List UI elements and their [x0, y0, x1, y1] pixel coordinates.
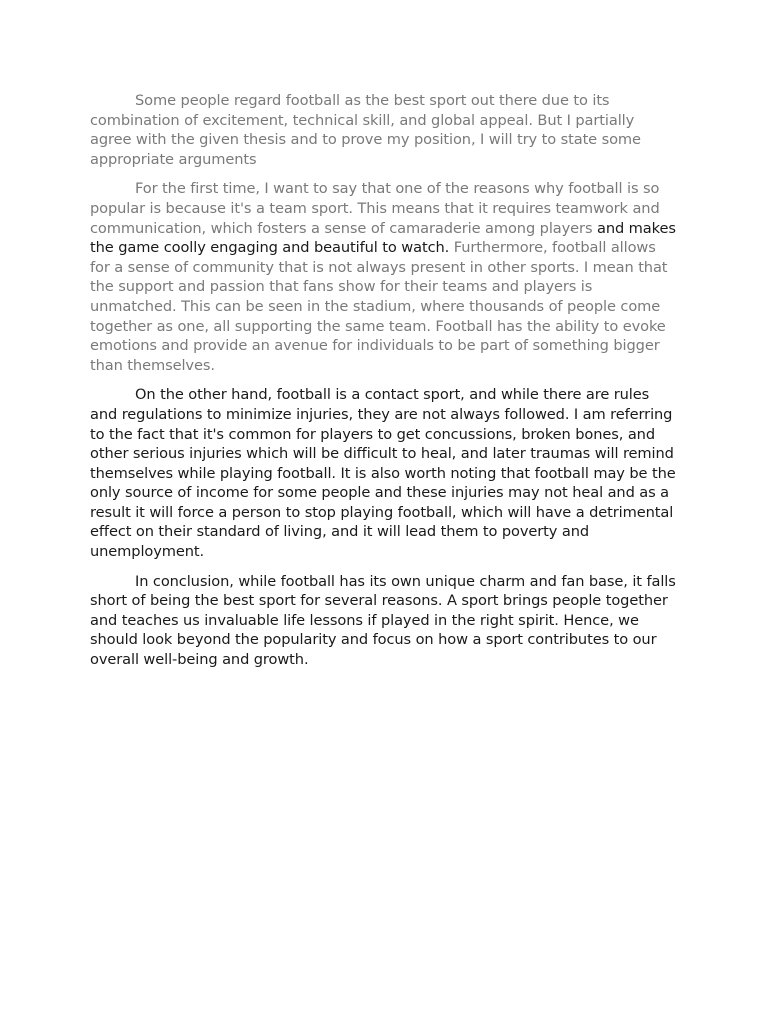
- text-segment: and makes the game coolly engaging and beautiful to watch.: [90, 219, 676, 257]
- document-body[interactable]: [90, 91, 680, 680]
- paragraph-introduction: [90, 91, 680, 169]
- text-segment: For the first time, I want to say that one of the reasons why football is so popular is because it's a team sport. This means that it requires teamwork and communication, which fosters a sense of camaraderie among players: [90, 180, 660, 237]
- paragraph-contact-sport: [90, 385, 680, 561]
- text-segment: Some people regard football as the best sport out there due to its combination of excitement, technical skill, and global appeal. But I partially agree with the given thesis and to prove my position, I will try to state some appropriate arguments: [90, 92, 641, 168]
- paragraph-conclusion: [90, 572, 680, 670]
- text-segment: On the other hand, football is a contact sport, and while there are rules and regulations to minimize injuries, they are not always followed. I am referring to the fact that it's common for players to get concussions, broken bones, and other serious injuries which will be difficult to heal, and later traumas will remind themselves while playing football. It is also worth noting that football may be the only source of income for some people and these injuries may not heal and as a result it will force a person to stop playing football, which will have a detrimental effect on their standard of living, and it will lead them to poverty and unemployment.: [90, 386, 676, 561]
- text-segment: In conclusion, while football has its own unique charm and fan base, it falls short of being the best sport for several reasons. A sport brings people together and teaches us invaluable life lessons if played in the right spirit. Hence, we should look beyond the popularity and focus on how a sport contributes to our overall well-being and growth.: [90, 572, 676, 669]
- paragraph-team-sport: [90, 179, 680, 375]
- text-segment: Furthermore, football allows for a sense of community that is not always present in other sports. I mean that the support and passion that fans show for their teams and players is unmatched. This can be seen in the stadium, where thousands of people come together as one, all supporting the same team. Football has the ability to evoke emotions and provide an avenue for individuals to be part of something bigger than themselves.: [90, 239, 668, 374]
